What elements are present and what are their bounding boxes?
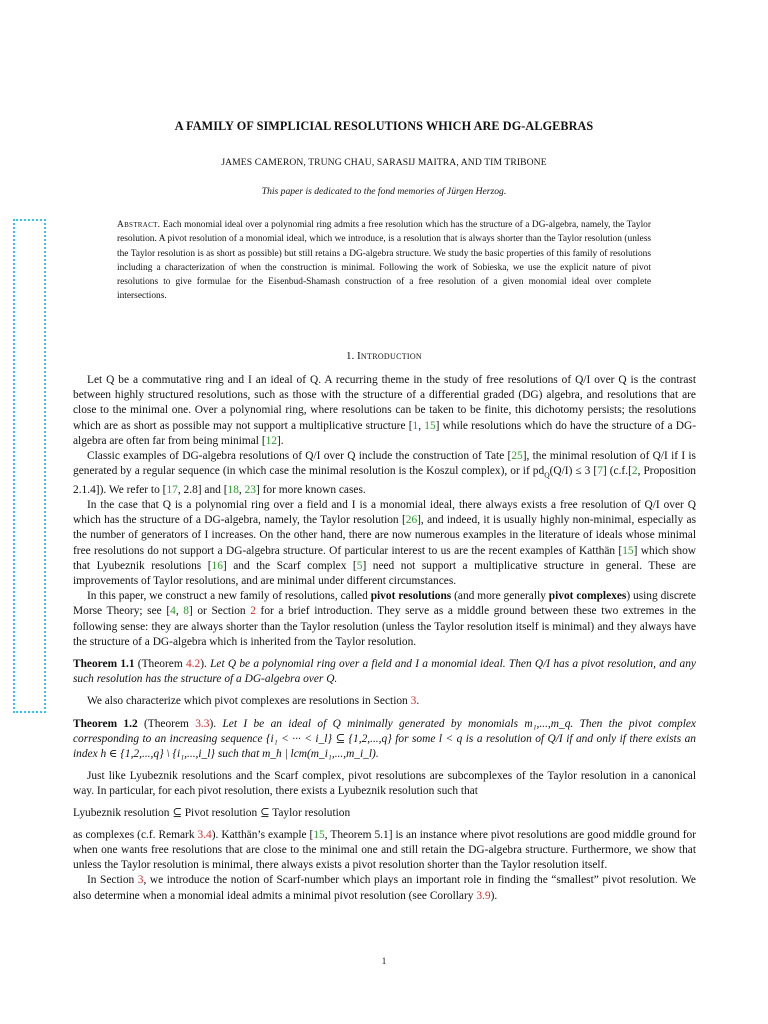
text-run: ] (c.f.[ bbox=[602, 465, 632, 478]
text-run: In this paper, we construct a new family of resolutions, called bbox=[87, 590, 371, 603]
paragraph-3 bbox=[73, 498, 696, 589]
theorem-statement: Let Q be a polynomial ring over a field and I a monomial ideal. Then Q/I has a pivot resolution, and any such resolution has the structure of a DG-algebra over Q. bbox=[73, 657, 696, 686]
section-heading bbox=[0, 350, 768, 362]
text-run: Classic examples of DG-algebra resolutions of Q/I over Q include the construction of Tate [ bbox=[87, 450, 512, 463]
theorem-label: Theorem 1.1 bbox=[73, 657, 135, 670]
text-run: , bbox=[418, 419, 425, 432]
section-ref-link[interactable]: 3 bbox=[410, 695, 417, 708]
text-run: ] for more known cases. bbox=[256, 483, 366, 496]
abstract-label: Abstract. bbox=[117, 220, 161, 230]
section-title: Introduction bbox=[356, 350, 423, 362]
text-run: , Theorem 5.1] is an instance where pivot resolutions are good middle ground for when one wants free resolutions that are close to the minimal one and still retain the DG-algebra structure. Furthermore, we show that unless the Taylor resolution is minimal, there always exists a pivot resolution shorter than the Taylor resolution itself. bbox=[73, 828, 697, 872]
citation-link[interactable]: 16 bbox=[211, 559, 223, 572]
theorem-ref-link[interactable]: 4.2 bbox=[185, 657, 201, 670]
paper-title: A FAMILY OF SIMPLICIAL RESOLUTIONS WHICH ARE DG-ALGEBRAS bbox=[174, 119, 594, 133]
text-run: Let Q be a commutative ring and I an ideal of Q. A recurring theme in the study of free resolutions of Q/I over Q is the contrast between highly structured resolutions, such as those with the structure of a differential graded (DG) algebra, and resolutions that are close to the minimal one. Over a polynomial ring, where resolutions can be taken to be finite, this dichotomy persists; the resolutions which are as short as possible may not support a multiplicative structure [ bbox=[73, 374, 696, 432]
paragraph-8 bbox=[73, 873, 696, 903]
text-run: In Section bbox=[87, 874, 138, 887]
text-run: (Theorem bbox=[134, 657, 186, 670]
text-run: ] need not support a multiplicative structure in general. These are improvements of Taylor resolutions, and are minimal under different circumstances. bbox=[73, 559, 696, 587]
paragraph-2 bbox=[73, 449, 696, 498]
text-run: (Theorem bbox=[137, 717, 196, 730]
citation-link[interactable]: 12 bbox=[265, 434, 277, 447]
corollary-ref-link[interactable]: 3.9 bbox=[476, 889, 491, 902]
text-run: We also characterize which pivot complexes are resolutions in Section bbox=[87, 695, 411, 708]
text-run: , bbox=[175, 605, 184, 618]
theorem-statement: Let I be an ideal of Q minimally generated by monomials m₁,...,m_q. Then the pivot complex corresponding to an increasing sequence {i₁ < ··· < i_l} ⊆ {1,2,...,q} for some l < q is a resolution of Q/I if and only if there exists an index h ∈ {1,2,...,q} \ {i₁,...,i_l} such that m_h | lcm(m_i₁,...,m_i_l). bbox=[73, 717, 696, 760]
section-ref-link[interactable]: 3 bbox=[137, 874, 144, 887]
text-run: In the case that Q is a polynomial ring over a field and I is a monomial ideal, there always exists a free resolution of Q/I over Q which has the structure of a DG-algebra, namely, the Taylor resolution [ bbox=[73, 498, 696, 527]
text-run: . bbox=[416, 695, 420, 708]
section-ref-link[interactable]: 2 bbox=[250, 605, 256, 618]
body-text bbox=[73, 373, 696, 904]
text-run: ]. bbox=[277, 434, 284, 447]
text-run: ). Katthän’s example [ bbox=[211, 828, 314, 841]
text-run: ], the minimal resolution of Q/I if I is generated by a regular sequence (in which case the minimal resolution is the Koszul complex), or if pd bbox=[73, 450, 696, 478]
citation-link[interactable]: 15 bbox=[313, 828, 325, 841]
text-run: ). bbox=[490, 889, 498, 902]
theorem-1-1 bbox=[73, 657, 696, 687]
citation-link[interactable]: 23 bbox=[244, 483, 256, 496]
annotation-dotted-box bbox=[13, 219, 46, 713]
paragraph-7 bbox=[73, 828, 696, 874]
citation-link[interactable]: 17 bbox=[166, 483, 178, 496]
text-run: ) using discrete Morse Theory; see [ bbox=[73, 590, 696, 618]
abstract bbox=[117, 218, 651, 304]
citation-link[interactable]: 25 bbox=[511, 450, 523, 463]
theorem-label: Theorem 1.2 bbox=[73, 717, 138, 730]
term-pivot-resolutions: pivot resolutions bbox=[370, 590, 452, 603]
paragraph-1 bbox=[73, 373, 696, 449]
text-run: for a brief introduction. They serve as a middle ground between these two extremes in the following sense: they are always shorter than the Taylor resolution (unless the Taylor resolution itself is minimal) and they always have the structure of a DG-algebra which is inherited from the Taylor resolution. bbox=[73, 605, 696, 648]
subscript: Q bbox=[544, 470, 550, 480]
theorem-ref-link[interactable]: 3.3 bbox=[195, 717, 210, 730]
citation-link[interactable]: 15 bbox=[622, 544, 634, 557]
citation-link[interactable]: 15 bbox=[424, 419, 436, 432]
text-run: ] or Section bbox=[188, 605, 251, 618]
text-run: ] while resolutions which do have the structure of a DG-algebra are often far from being minimal [ bbox=[73, 419, 696, 447]
paragraph-5 bbox=[73, 694, 696, 709]
term-pivot-complexes: pivot complexes bbox=[548, 590, 627, 603]
text-run: (Q/I) ≤ 3 [ bbox=[549, 465, 598, 478]
text-run: Just like Lyubeznik resolutions and the Scarf complex, pivot resolutions are subcomplexes of the Taylor resolution in a canonical way. In particular, for each pivot resolution, there exists a Lyubeznik resolution such that bbox=[73, 770, 696, 798]
page-number: 1 bbox=[381, 956, 387, 966]
citation-link[interactable]: 7 bbox=[597, 465, 603, 478]
text-run: , Proposition 2.1.4]). We refer to [ bbox=[73, 465, 696, 496]
text-run: , 2.8] and [ bbox=[177, 483, 228, 496]
text-run: ] which show that Lyubeznik resolutions [ bbox=[73, 544, 697, 572]
abstract-text: Each monomial ideal over a polynomial ring admits a free resolution which has the structure of a DG-algebra, namely, the Taylor resolution. A pivot resolution of a monomial ideal, which we introduce, is a resolution that is always shorter than the Taylor resolution (unless the Taylor resolution is as short as possible) but still retains a DG-algebra structure. We study the basic properties of this family of resolutions including a characterization of when the construction is minimal. Following the work of Sobieska, we use the explicit nature of pivot resolutions to give formulae for the Eisenbud-Shamash construction of a free resolution of a given monomial ideal over complete intersections. bbox=[117, 220, 651, 302]
citation-link[interactable]: 26 bbox=[405, 514, 418, 527]
citation-link[interactable]: 5 bbox=[356, 559, 363, 572]
citation-link[interactable]: 1 bbox=[412, 419, 419, 432]
text-run: , bbox=[238, 483, 245, 496]
text-run: ] and the Scarf complex [ bbox=[222, 559, 357, 572]
citation-link[interactable]: 8 bbox=[183, 605, 189, 618]
remark-ref-link[interactable]: 3.4 bbox=[197, 828, 212, 841]
paper-authors: JAMES CAMERON, TRUNG CHAU, SARASIJ MAITRA, AND TIM TRIBONE bbox=[221, 157, 547, 168]
display-inclusion: Lyubeznik resolution ⊆ Pivot resolution ⊆ Taylor resolution bbox=[73, 806, 351, 819]
text-run: as complexes (c.f. Remark bbox=[73, 828, 198, 841]
paper-dedication: This paper is dedicated to the fond memories of Jürgen Herzog. bbox=[261, 186, 507, 197]
text-run: ). bbox=[200, 657, 207, 670]
text-run: ). bbox=[209, 717, 217, 730]
text-run: ], and indeed, it is usually highly non-minimal, especially as the number of generators of I increases. On the other hand, there are now numerous examples in the literature of ideals whose minimal free resolutions do not support a DG-algebra structure. Of particular interest to us are the recent examples of Katthän [ bbox=[73, 514, 696, 557]
section-number: 1. bbox=[345, 350, 355, 362]
theorem-1-2 bbox=[73, 717, 696, 763]
paragraph-6 bbox=[73, 769, 696, 799]
citation-link[interactable]: 4 bbox=[170, 605, 176, 618]
text-run: (and more generally bbox=[451, 590, 549, 603]
paragraph-4 bbox=[73, 589, 696, 650]
text-run: , we introduce the notion of Scarf-number which plays an important role in finding the “smallest” pivot resolution. We also determine when a monomial ideal admits a minimal pivot resolution (see Corollary bbox=[73, 874, 696, 902]
citation-link[interactable]: 18 bbox=[227, 483, 239, 496]
citation-link[interactable]: 2 bbox=[631, 465, 638, 478]
